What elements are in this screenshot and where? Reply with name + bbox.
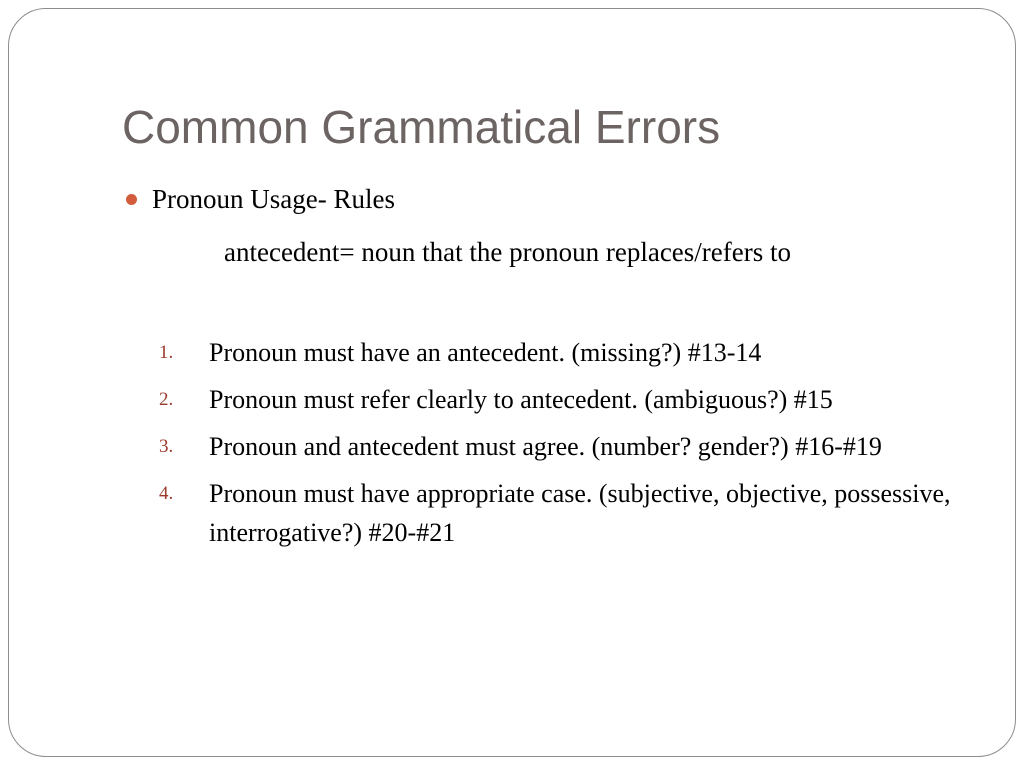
rule-number: 2. (159, 389, 174, 410)
slide-frame (8, 8, 1016, 757)
rule-item-3 (159, 427, 979, 466)
slide-title: Common Grammatical Errors (122, 101, 721, 153)
rule-item-2 (159, 380, 979, 419)
bullet-dot-icon (126, 194, 137, 205)
rules-list (159, 333, 979, 560)
rule-item-1 (159, 333, 979, 372)
rule-text: Pronoun must have appropriate case. (subjective, objective, possessive, interrogative?) #20-#21 (209, 479, 951, 547)
bullet-text: Pronoun Usage- Rules (152, 184, 395, 214)
rule-number: 3. (159, 436, 174, 457)
rule-number: 1. (159, 342, 174, 363)
antecedent-definition: antecedent= noun that the pronoun replaces/refers to (224, 237, 791, 267)
rule-number: 4. (159, 483, 174, 504)
rule-item-4 (159, 474, 979, 552)
bullet-item (122, 180, 395, 218)
rule-text: Pronoun must have an antecedent. (missing?) #13-14 (209, 338, 762, 367)
rule-text: Pronoun and antecedent must agree. (number? gender?) #16-#19 (209, 432, 882, 461)
rule-text: Pronoun must refer clearly to antecedent. (ambiguous?) #15 (209, 385, 833, 414)
